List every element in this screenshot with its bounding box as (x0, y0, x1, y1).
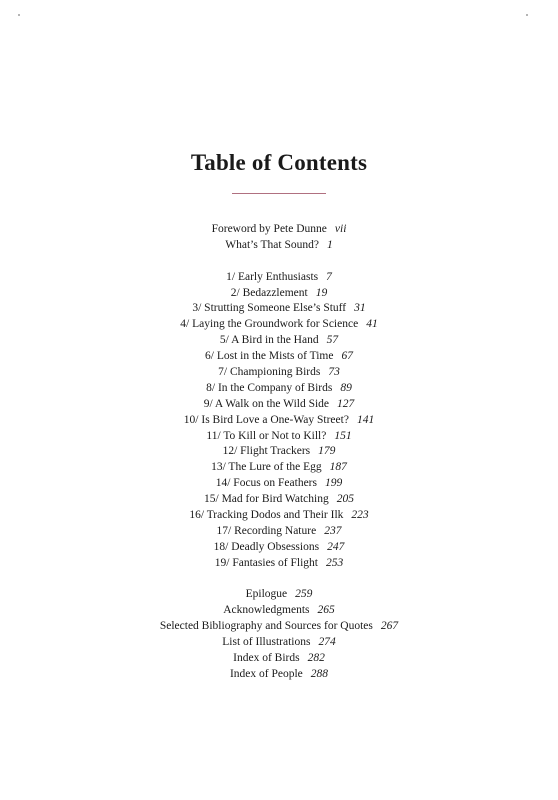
entry-label: 9/ A Walk on the Wild Side (203, 397, 330, 410)
toc-entry (0, 444, 558, 460)
entry-page: 141 (356, 413, 375, 426)
entry-page: 57 (326, 334, 339, 347)
front-matter-list (0, 222, 558, 254)
entry-label: 2/ Bedazzlement (230, 286, 308, 299)
toc-entry (0, 349, 558, 365)
toc-entry (0, 238, 558, 254)
entry-label: Index of People (229, 667, 303, 680)
toc-entry (0, 460, 558, 476)
entry-label: 10/ Is Bird Love a One-Way Street? (183, 413, 349, 426)
toc-entry (0, 222, 558, 238)
entry-label: 14/ Focus on Feathers (215, 477, 317, 490)
entry-page: 89 (340, 381, 352, 394)
toc-entry (0, 286, 558, 302)
entry-page: 267 (380, 620, 399, 633)
entry-label: 18/ Deadly Obsessions (213, 540, 320, 553)
entry-page: 282 (307, 652, 325, 665)
crop-mark-left (18, 14, 20, 16)
entry-label: Acknowledgments (223, 604, 310, 617)
entry-page: 41 (366, 318, 378, 331)
toc-entry (0, 413, 558, 429)
toc-entry (0, 317, 558, 333)
entry-label: 16/ Tracking Dodos and Their Ilk (189, 509, 344, 522)
toc-entry (0, 556, 558, 572)
entry-page: 7 (326, 270, 332, 283)
entry-page: 237 (324, 524, 342, 537)
entry-page: 67 (341, 350, 353, 363)
entry-label: 6/ Lost in the Mists of Time (205, 350, 334, 363)
entry-label: Index of Birds (233, 652, 300, 665)
entry-page: 19 (315, 286, 328, 299)
entry-label: 4/ Laying the Groundwork for Science (180, 318, 359, 331)
toc-entry (0, 397, 558, 413)
toc-entry (0, 619, 558, 635)
toc-entry (0, 492, 558, 508)
entry-label: 13/ The Lure of the Egg (211, 461, 322, 474)
chapter-list (0, 270, 558, 572)
page-title: Table of Contents (190, 150, 368, 175)
toc-entry (0, 301, 558, 317)
entry-page: 179 (318, 445, 336, 458)
entry-page: 259 (295, 588, 313, 601)
toc-entry (0, 381, 558, 397)
toc-entry (0, 587, 558, 603)
entry-label: 11/ To Kill or Not to Kill? (206, 429, 327, 442)
toc-entry (0, 429, 558, 445)
section-gap (0, 572, 558, 588)
title-divider (232, 193, 326, 194)
entry-page: 288 (310, 667, 329, 680)
entry-page: 151 (334, 429, 352, 442)
entry-page: 247 (327, 540, 345, 553)
toc-entry (0, 540, 558, 556)
table-of-contents (0, 222, 558, 683)
toc-entry (0, 333, 558, 349)
entry-label: 7/ Championing Birds (218, 366, 321, 379)
entry-label: 15/ Mad for Bird Watching (204, 493, 329, 506)
entry-label: 8/ In the Company of Birds (206, 381, 333, 394)
entry-label: List of Illustrations (222, 636, 311, 649)
toc-entry (0, 635, 558, 651)
back-matter-list (0, 587, 558, 682)
toc-entry (0, 508, 558, 524)
toc-entry (0, 476, 558, 492)
entry-label: 19/ Fantasies of Flight (214, 556, 318, 569)
entry-label: Epilogue (245, 588, 288, 601)
entry-page: 223 (351, 509, 369, 522)
entry-page: 199 (325, 477, 343, 490)
entry-page: 253 (325, 556, 344, 569)
entry-label: 12/ Flight Trackers (222, 445, 311, 458)
toc-entry (0, 651, 558, 667)
entry-label: What’s That Sound? (225, 238, 319, 251)
entry-page: 73 (328, 366, 340, 379)
entry-label: 3/ Strutting Someone Else’s Stuff (192, 302, 347, 315)
entry-page: 265 (317, 604, 335, 617)
entry-page: 187 (329, 461, 347, 474)
toc-entry (0, 667, 558, 683)
entry-page: 205 (336, 493, 354, 506)
entry-page: 1 (326, 238, 333, 251)
toc-entry (0, 603, 558, 619)
entry-page: 127 (337, 397, 355, 410)
entry-label: Selected Bibliography and Sources for Quotes (159, 620, 373, 633)
toc-entry (0, 365, 558, 381)
toc-entry (0, 270, 558, 286)
toc-entry (0, 524, 558, 540)
entry-label: Foreword by Pete Dunne (211, 223, 327, 235)
entry-page: vii (334, 223, 347, 235)
crop-mark-right (526, 14, 528, 16)
section-gap (0, 254, 558, 270)
entry-page: 274 (318, 636, 336, 649)
entry-label: 5/ A Bird in the Hand (219, 334, 319, 347)
entry-page: 31 (354, 302, 366, 315)
entry-label: 17/ Recording Nature (216, 524, 317, 537)
entry-label: 1/ Early Enthusiasts (226, 270, 319, 283)
